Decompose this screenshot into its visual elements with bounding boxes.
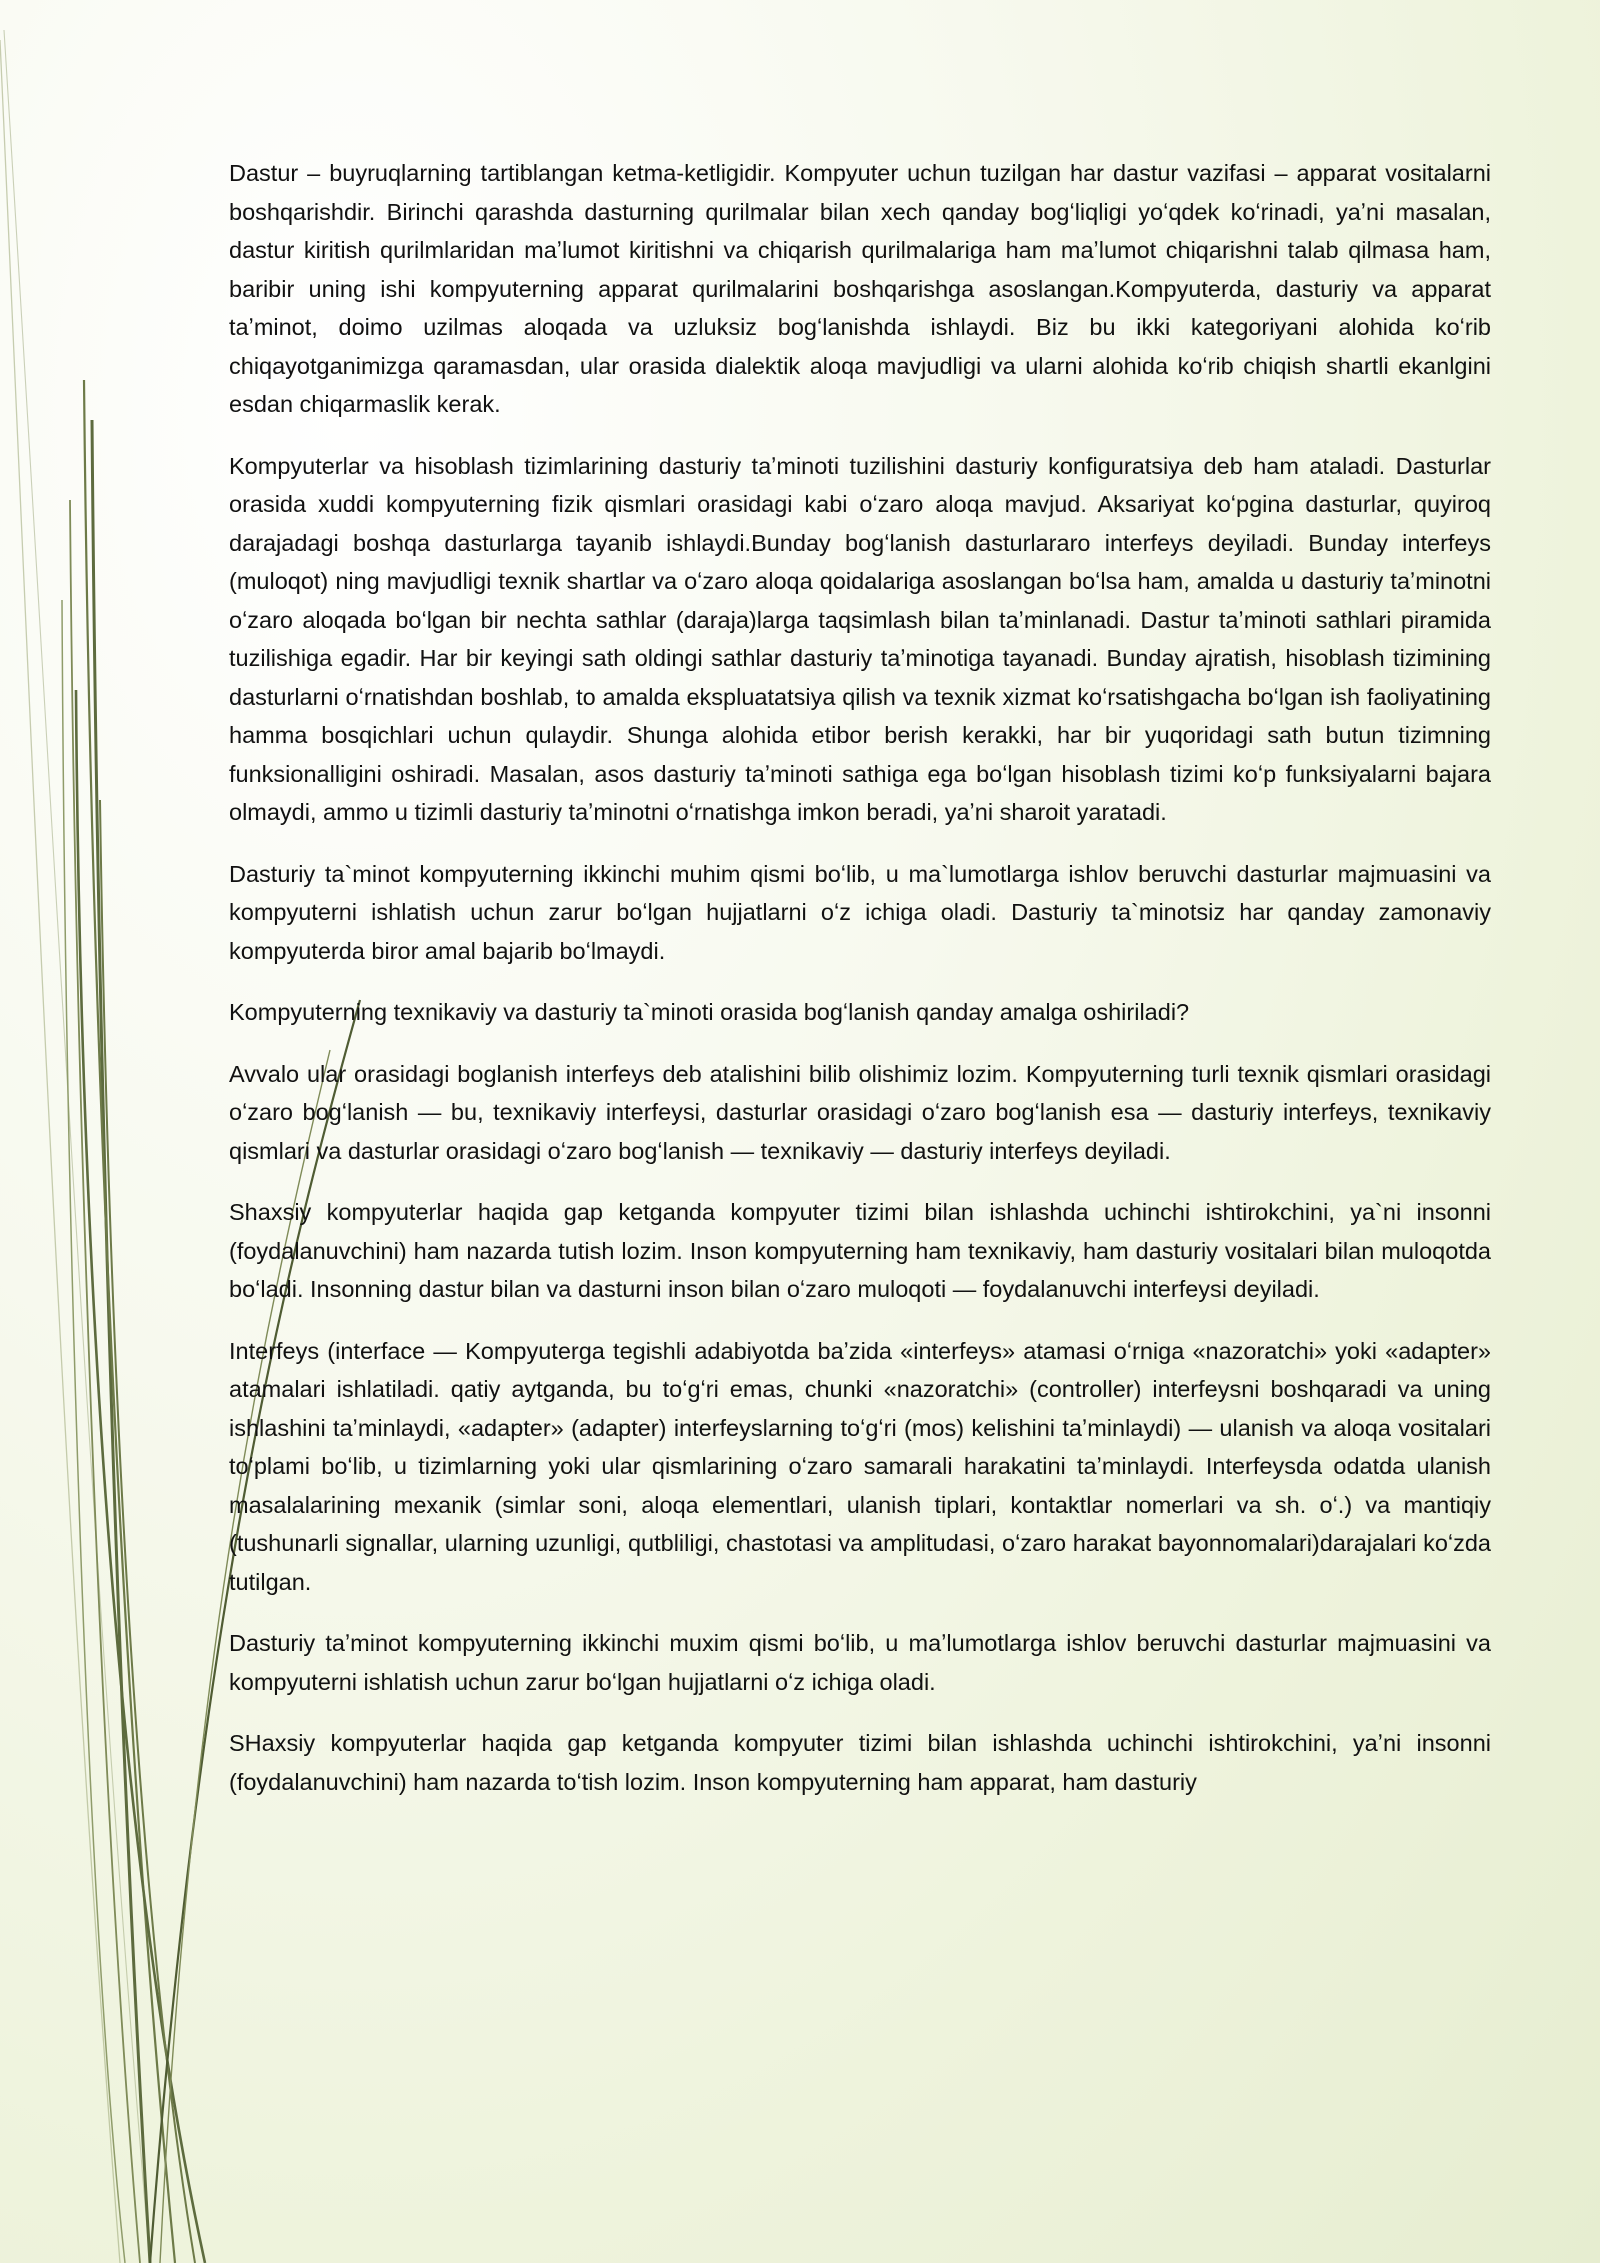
paragraph-8: Dasturiy taʼminot kompyuterning ikkinchi muxim qismi boʻlib, u maʼlumotlarga ishlov beruvchi dasturlar majmuasini va kompyuterni ishlatish uchun zarur boʻlgan hujjatlarni oʻz ichiga oladi. [229,1630,1491,1695]
paragraph-6: Shaxsiy kompyuterlar haqida gap ketganda kompyuter tizimi bilan ishlashda uchinchi ishtirokchini, ya`ni insonni (foydalanuvchini) ham nazarda tutish lozim. Inson kompyuterning ham texnikaviy, ham dasturiy vositalari bilan muloqotda boʻladi. Insonning dastur bilan va dasturni inson bilan oʻzaro muloqoti — foydalanuvchi interfeysi deyiladi. [229,1199,1491,1302]
document-body [229,154,1491,1824]
paragraph-9: SHaxsiy kompyuterlar haqida gap ketganda kompyuter tizimi bilan ishlashda uchinchi ishtirokchini, yaʼni insonni (foydalanuvchini) ham nazarda toʻtish lozim. Inson kompyuterning ham apparat, ham dasturiy [229,1730,1491,1795]
paragraph-4: Kompyuterning texnikaviy va dasturiy ta`minoti orasida bogʻlanish qanday amalga oshiriladi? [229,999,1190,1025]
paragraph-7: Interfeys (interface — Kompyuterga tegishli adabiyotda baʼzida «interfeys» atamasi oʻrniga «nazoratchi» yoki «adapter» atamalari ishlatiladi. qatiy aytganda, bu toʻgʻri emas, chunki «nazoratchi» (controller) interfeysni boshqaradi va uning ishlashini taʼminlaydi, «adapter» (adapter) interfeyslarning toʻgʻri (mos) kelishini taʼminlaydi) — ulanish va aloqa vositalari toʻplami boʻlib, u tizimlarning yoki ular qismlarining oʻzaro samarali harakatini taʼminlaydi. Interfeysda odatda ulanish masalalarining mexanik (simlar soni, aloqa elementlari, ulanish tiplari, kontaktlar nomerlari va sh. oʻ.) va mantiqiy (tushunarli signallar, ularning uzunligi, qutbliligi, chastotasi va amplitudasi, oʻzaro harakat bayonnomalari)darajalari koʻzda tutilgan. [229,1337,1491,1595]
paragraph-1: Dastur – buyruqlarning tartiblangan ketma-ketligidir. Kompyuter uchun tuzilgan har dastur vazifasi – apparat vositalarni boshqarishdir. Birinchi qarashda dasturning qurilmalar bilan xech qanday bogʻliqligi yoʻqdek koʻrinadi, yaʼni masalan, dastur kiritish qurilmlaridan maʼlumot kiritishni va chiqarish qurilmalariga ham maʼlumot chiqarishni talab qilmasa ham, baribir uning ishi kompyuterning apparat qurilmalarini boshqarishga asoslangan.Kompyuterda, dasturiy va apparat taʼminot, doimo uzilmas aloqada va uzluksiz bogʻlanishda ishlaydi. Biz bu ikki kategoriyani alohida koʻrib chiqayotganimizga qaramasdan, ular orasida dialektik aloqa mavjudligi va ularni alohida koʻrib chiqish shartli ekanlgini esdan chiqarmaslik kerak. [229,160,1491,417]
paragraph-5: Avvalo ular orasidagi boglanish interfeys deb atalishini bilib olishimiz lozim. Kompyuterning turli texnik qismlari orasidagi oʻzaro bogʻlanish — bu, texnikaviy interfeysi, dasturlar orasidagi oʻzaro bogʻlanish esa — dasturiy interfeys, texnikaviy qismlari va dasturlar orasidagi oʻzaro bogʻlanish — texnikaviy — dasturiy interfeys deyiladi. [229,1060,1491,1164]
paragraph-2: Kompyuterlar va hisoblash tizimlarining dasturiy taʼminoti tuzilishini dasturiy konfiguratsiya deb ham ataladi. Dasturlar orasida xuddi kompyuterning fizik qismlari orasidagi kabi oʻzaro aloqa mavjud. Aksariyat koʻpgina dasturlar, quyiroq darajadagi boshqa dasturlarga tayanib ishlaydi.Bunday bogʻlanish dasturlararo interfeys deyiladi. Bunday interfeys (muloqot) ning mavjudligi texnik shartlar va oʻzaro aloqa qoidalariga asoslangan boʻlsa ham, amalda u dasturiy taʼminotni oʻzaro aloqada boʻlgan bir nechta sathlar (daraja)larga taqsimlash bilan taʼminlanadi. Dastur taʼminoti sathlari piramida tuzilishiga egadir. Har bir keyingi sath oldingi sathlar dasturiy taʼminotiga tayanadi. Bunday ajratish, hisoblash tizimining dasturlarni oʻrnatishdan boshlab, to amalda ekspluatatsiya qilish va texnik xizmat koʻrsatishgacha boʻlgan ish faoliyatining hamma bosqichlari uchun qulaydir. Shunga alohida etibor berish kerakki, har bir yuqoridagi sath butun tizimning funksionalligini oshiradi. Masalan, asos dasturiy taʼminoti sathiga ega boʻlgan hisoblash tizimi koʻp funksiyalarni bajara olmaydi, ammo u tizimli dasturiy taʼminotni oʻrnatishga imkon beradi, yaʼni sharoit yaratadi. [229,452,1491,825]
paragraph-3: Dasturiy ta`minot kompyuterning ikkinchi muhim qismi boʻlib, u ma`lumotlarga ishlov beruvchi dasturlar majmuasini va kompyuterni ishlatish uchun zarur boʻlgan hujjatlarni oʻz ichiga oladi. Dasturiy ta`minotsiz har qanday zamonaviy kompyuterda biror amal bajarib boʻlmaydi. [229,860,1491,964]
